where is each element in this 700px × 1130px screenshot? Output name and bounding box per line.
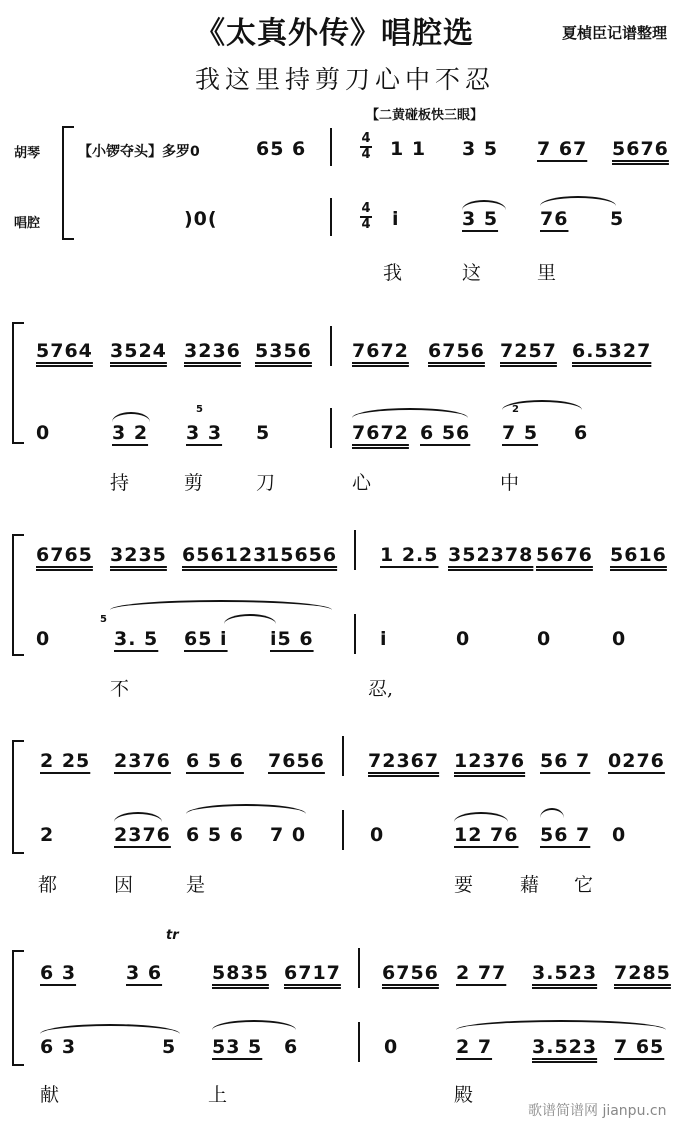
slur	[114, 812, 162, 822]
barline	[330, 326, 332, 366]
lyric: 不	[110, 678, 130, 700]
huqin-note: 12376	[454, 750, 526, 772]
barline	[354, 530, 356, 570]
huqin-note: 3.523	[532, 962, 598, 984]
system-bracket	[62, 126, 74, 240]
vocal-note: 5	[256, 422, 271, 444]
huqin-note: 1 1	[390, 138, 427, 160]
lyric: 它	[574, 874, 594, 896]
barline	[330, 408, 332, 448]
time-signature	[360, 133, 372, 161]
grace-note: 5	[196, 404, 203, 415]
system-bracket	[12, 950, 24, 1066]
huqin-note: 3236	[184, 340, 241, 362]
slur	[352, 408, 468, 418]
lyric: 我	[383, 262, 403, 284]
grace-note: 5	[100, 614, 107, 625]
time-sig-bottom: 4	[361, 147, 371, 162]
slur	[540, 808, 564, 818]
vocal-note: 76	[540, 208, 569, 230]
huqin-note: 7257	[500, 340, 557, 362]
slur	[454, 812, 508, 822]
slur	[110, 600, 332, 610]
watermark: 歌谱简谱网 jianpu.cn	[528, 1103, 667, 1119]
huqin-note: 2376	[114, 750, 171, 772]
huqin-note: 3 5	[462, 138, 499, 160]
vocal-note: 65 i	[184, 628, 228, 650]
vocal-note: 0	[612, 824, 627, 846]
barline	[354, 614, 356, 654]
time-sig-top: 4	[361, 131, 371, 146]
huqin-note: 1 2.5	[380, 544, 439, 566]
vocal-label: 唱腔	[14, 216, 41, 231]
slur	[224, 614, 276, 624]
barline	[330, 198, 332, 236]
vocal-note: i5 6	[270, 628, 314, 650]
huqin-note: 5676	[536, 544, 593, 566]
vocal-note: 7 5	[502, 422, 539, 444]
huqin-note: 656123	[182, 544, 268, 566]
vocal-note: 6	[284, 1036, 299, 1058]
grace-note: 2	[512, 404, 519, 415]
lyric: 是	[186, 874, 206, 896]
huqin-note: 3235	[110, 544, 167, 566]
huqin-note: 5764	[36, 340, 93, 362]
huqin-note: 0276	[608, 750, 665, 772]
slur	[502, 400, 582, 410]
vocal-note: 7 0	[270, 824, 307, 846]
vocal-note: 6 5 6	[186, 824, 244, 846]
huqin-note: 6756	[428, 340, 485, 362]
slur	[540, 196, 616, 206]
huqin-note: 7285	[614, 962, 671, 984]
tempo-marking: 【二黄碰板快三眼】	[366, 108, 484, 123]
barline	[342, 810, 344, 850]
vocal-note: 0	[456, 628, 471, 650]
huqin-note: 7672	[352, 340, 409, 362]
huqin-note: 6.5327	[572, 340, 652, 362]
slur	[456, 1020, 666, 1030]
time-sig-bottom: 4	[361, 217, 371, 232]
vocal-note: 3. 5	[114, 628, 159, 650]
lyric: 刀	[256, 472, 276, 494]
huqin-note: 5356	[255, 340, 312, 362]
lyric: 藉	[520, 874, 540, 896]
huqin-note: 352378	[448, 544, 534, 566]
huqin-note: 5616	[610, 544, 667, 566]
vocal-note: 0	[612, 628, 627, 650]
vocal-note: 3 5	[462, 208, 499, 230]
time-sig-top: 4	[361, 201, 371, 216]
vocal-note: i	[380, 628, 388, 650]
lyric: 剪	[184, 472, 204, 494]
barline	[358, 1022, 360, 1062]
lyric: 上	[208, 1084, 228, 1106]
vocal-note: 6 56	[420, 422, 471, 444]
vocal-pickup: )0(	[184, 208, 218, 230]
system-bracket	[12, 740, 24, 854]
vocal-note: 5	[610, 208, 625, 230]
trill-marking: tr	[166, 928, 179, 943]
vocal-note: 3 2	[112, 422, 149, 444]
vocal-note: i	[392, 208, 400, 230]
vocal-note: 3.523	[532, 1036, 598, 1058]
percussion-cue: 【小锣夺头】多罗0	[78, 144, 200, 160]
barline	[330, 128, 332, 166]
vocal-note: 6	[574, 422, 589, 444]
huqin-note: 2 77	[456, 962, 507, 984]
huqin-note: 2 25	[40, 750, 91, 772]
huqin-note: 6717	[284, 962, 341, 984]
lyric: 献	[40, 1084, 60, 1106]
system-bracket	[12, 534, 24, 656]
huqin-note: 72367	[368, 750, 440, 772]
vocal-note: 0	[537, 628, 552, 650]
slur	[112, 412, 150, 422]
vocal-note: 5	[162, 1036, 177, 1058]
huqin-note: 7656	[268, 750, 325, 772]
vocal-note: 12 76	[454, 824, 519, 846]
vocal-note: 2 7	[456, 1036, 493, 1058]
arranger-credit: 夏楨臣记谱整理	[562, 24, 668, 42]
lyric: 忍,	[368, 678, 394, 700]
huqin-note: 6 5 6	[186, 750, 244, 772]
lyric: 中	[500, 472, 520, 494]
time-signature	[360, 203, 372, 231]
huqin-note: 56 7	[540, 750, 591, 772]
lyric: 都	[38, 874, 58, 896]
huqin-note: 15656	[266, 544, 338, 566]
lyric: 心	[352, 472, 372, 494]
huqin-note: 6756	[382, 962, 439, 984]
vocal-note: 2	[40, 824, 55, 846]
system-bracket	[12, 322, 24, 444]
slur	[186, 804, 306, 814]
huqin-note: 6 3	[40, 962, 77, 984]
barline	[358, 948, 360, 988]
huqin-note: 5835	[212, 962, 269, 984]
huqin-note: 6765	[36, 544, 93, 566]
vocal-note: 2376	[114, 824, 171, 846]
vocal-note: 0	[370, 824, 385, 846]
huqin-note: 3524	[110, 340, 167, 362]
lyric: 里	[537, 262, 557, 284]
vocal-note: 0	[384, 1036, 399, 1058]
lyric: 因	[114, 874, 134, 896]
huqin-note: 65 6	[256, 138, 307, 160]
slur	[212, 1020, 296, 1030]
barline	[342, 736, 344, 776]
slur	[462, 200, 506, 210]
huqin-note: 7 67	[537, 138, 588, 160]
aria-subtitle: 我这里持剪刀心中不忍	[195, 65, 496, 94]
huqin-note: 5676	[612, 138, 669, 160]
lyric: 要	[454, 874, 474, 896]
vocal-note: 56 7	[540, 824, 591, 846]
vocal-note: 7 65	[614, 1036, 665, 1058]
page-title: 《太真外传》唱腔选	[195, 16, 474, 51]
vocal-note: 53 5	[212, 1036, 263, 1058]
vocal-note: 7672	[352, 422, 409, 444]
vocal-note: 3 3	[186, 422, 223, 444]
vocal-note: 0	[36, 628, 51, 650]
lyric: 这	[462, 262, 482, 284]
vocal-note: 0	[36, 422, 51, 444]
huqin-label: 胡琴	[14, 146, 41, 161]
lyric: 殿	[454, 1084, 474, 1106]
lyric: 持	[110, 472, 130, 494]
huqin-note: 3 6	[126, 962, 163, 984]
slur	[40, 1024, 180, 1034]
vocal-note: 6 3	[40, 1036, 77, 1058]
